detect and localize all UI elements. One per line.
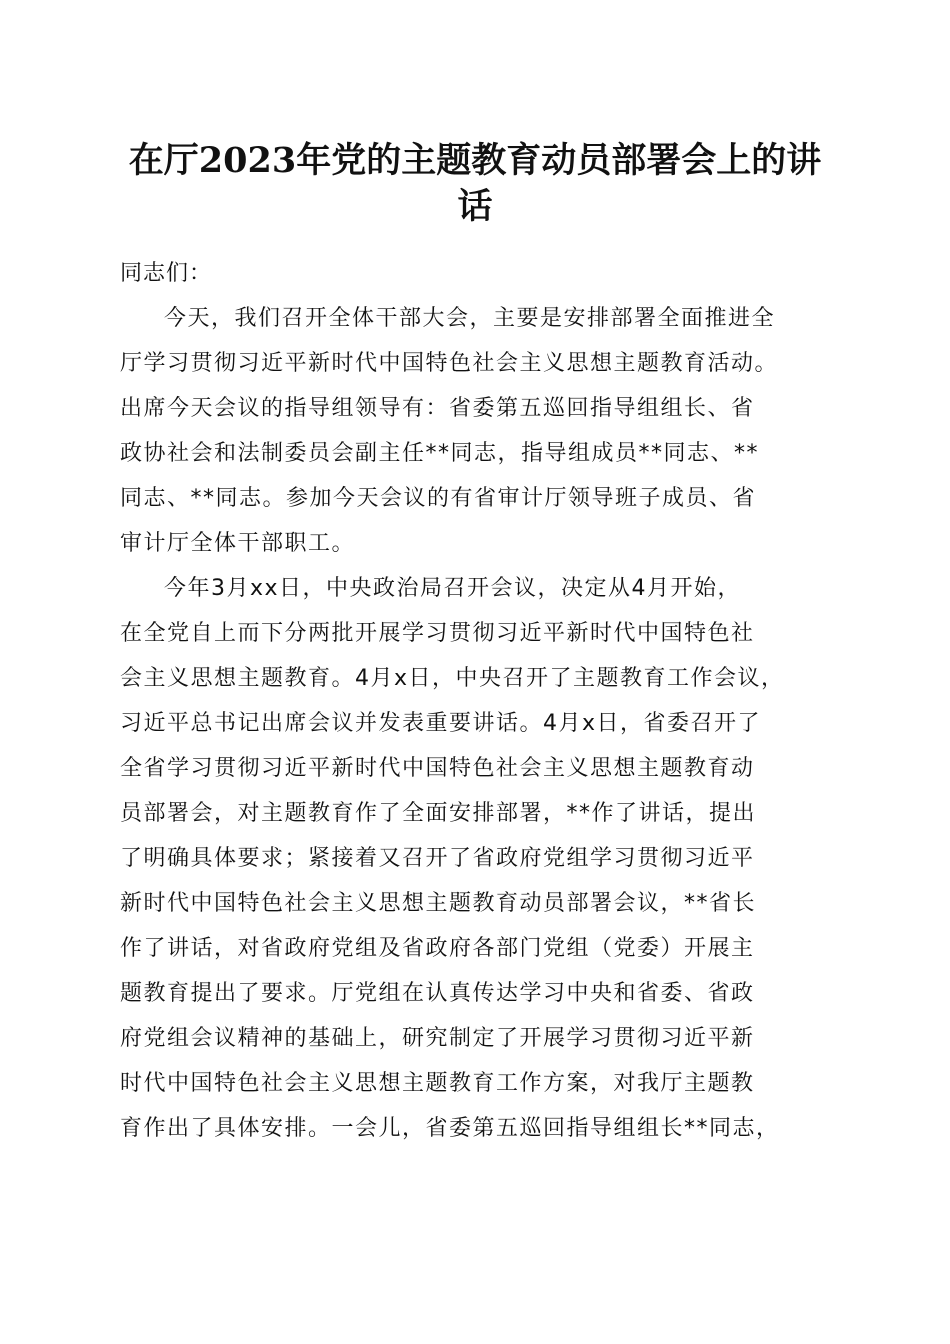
document-body — [120, 252, 830, 1151]
paragraph-line: 习近平总书记出席会议并发表重要讲话。4月x日，省委召开了 — [120, 711, 762, 736]
paragraph-2 — [120, 566, 830, 1151]
paragraph-line: 全省学习贯彻习近平新时代中国特色社会主义思想主题教育动 — [120, 756, 755, 781]
paragraph-1 — [120, 296, 830, 566]
paragraph-line: 会主义思想主题教育。4月x日，中央召开了主题教育工作会议， — [120, 666, 785, 691]
paragraph-line: 育作出了具体安排。一会儿，省委第五巡回指导组组长**同志， — [120, 1116, 780, 1141]
paragraph-line: 厅学习贯彻习近平新时代中国特色社会主义思想主题教育活动。 — [120, 351, 779, 376]
paragraph-line: 新时代中国特色社会主义思想主题教育动员部署会议，**省长 — [120, 891, 757, 916]
paragraph-line: 题教育提出了要求。厅党组在认真传达学习中央和省委、省政 — [120, 981, 755, 1006]
paragraph-line: 员部署会，对主题教育作了全面安排部署，**作了讲话，提出 — [120, 801, 757, 826]
paragraph-line: 今天，我们召开全体干部大会，主要是安排部署全面推进全 — [164, 306, 776, 331]
document-title — [100, 138, 850, 230]
paragraph-line: 出席今天会议的指导组领导有：省委第五巡回指导组组长、省 — [120, 396, 755, 421]
paragraph-line: 时代中国特色社会主义思想主题教育工作方案，对我厅主题教 — [120, 1071, 755, 1096]
paragraph-line: 在全党自上而下分两批开展学习贯彻习近平新时代中国特色社 — [120, 621, 755, 646]
paragraph-line: 同志、**同志。参加今天会议的有省审计厅领导班子成员、省 — [120, 486, 757, 511]
paragraph-line: 审计厅全体干部职工。 — [120, 531, 356, 556]
title-line: 话 — [457, 186, 493, 227]
paragraph-line: 作了讲话，对省政府党组及省政府各部门党组（党委）开展主 — [120, 936, 755, 961]
paragraph-line: 了明确具体要求；紧接着又召开了省政府党组学习贯彻习近平 — [120, 846, 755, 871]
title-line: 在厅2023年党的主题教育动员部署会上的讲 — [128, 140, 822, 181]
paragraph-line: 府党组会议精神的基础上，研究制定了开展学习贯彻习近平新 — [120, 1026, 755, 1051]
paragraph-line: 今年3月xx日，中央政治局召开会议，决定从4月开始， — [164, 576, 742, 601]
paragraph-line: 政协社会和法制委员会副主任**同志，指导组成员**同志、** — [120, 441, 760, 466]
salutation: 同志们： — [120, 261, 213, 286]
